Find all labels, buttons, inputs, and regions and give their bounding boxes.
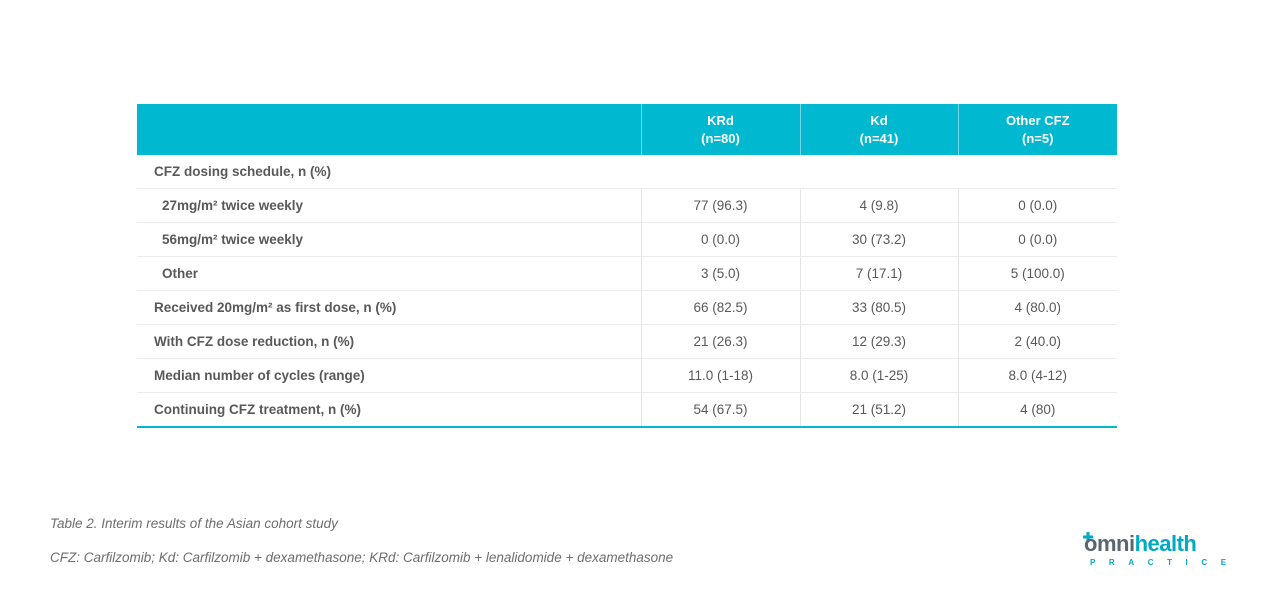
table-caption: Table 2. Interim results of the Asian cohort study bbox=[50, 516, 338, 531]
header-other-cfz: Other CFZ (n=5) bbox=[958, 104, 1117, 155]
results-table bbox=[137, 104, 1117, 428]
table-row bbox=[137, 189, 1117, 223]
row-label: CFZ dosing schedule, n (%) bbox=[137, 155, 641, 189]
cell-krd: 3 (5.0) bbox=[641, 257, 800, 291]
cell-kd: 4 (9.8) bbox=[800, 189, 958, 223]
table-row bbox=[137, 155, 1117, 189]
row-label: With CFZ dose reduction, n (%) bbox=[137, 325, 641, 359]
header-krd: KRd (n=80) bbox=[641, 104, 800, 155]
table-footnote: CFZ: Carfilzomib; Kd: Carfilzomib + dexamethasone; KRd: Carfilzomib + lenalidomide + dexamethasone bbox=[50, 550, 674, 565]
cell-kd: 8.0 (1-25) bbox=[800, 359, 958, 393]
cell-other: 8.0 (4-12) bbox=[958, 359, 1117, 393]
cell-kd: 30 (73.2) bbox=[800, 223, 958, 257]
cell-krd: 54 (67.5) bbox=[641, 393, 800, 428]
row-label: 56mg/m² twice weekly bbox=[137, 223, 641, 257]
cell-other: 0 (0.0) bbox=[958, 189, 1117, 223]
cell-krd: 66 (82.5) bbox=[641, 291, 800, 325]
cell-krd bbox=[641, 155, 800, 189]
table-header-row bbox=[137, 104, 1117, 155]
table-row bbox=[137, 393, 1117, 428]
cell-kd: 7 (17.1) bbox=[800, 257, 958, 291]
cell-kd bbox=[800, 155, 958, 189]
cell-kd: 12 (29.3) bbox=[800, 325, 958, 359]
row-label: 27mg/m² twice weekly bbox=[137, 189, 641, 223]
row-label: Received 20mg/m² as first dose, n (%) bbox=[137, 291, 641, 325]
cell-krd: 77 (96.3) bbox=[641, 189, 800, 223]
cell-other: 0 (0.0) bbox=[958, 223, 1117, 257]
results-table-container bbox=[137, 104, 1117, 428]
cell-kd: 21 (51.2) bbox=[800, 393, 958, 428]
cell-other bbox=[958, 155, 1117, 189]
row-label: Continuing CFZ treatment, n (%) bbox=[137, 393, 641, 428]
cell-kd: 33 (80.5) bbox=[800, 291, 958, 325]
cell-other: 4 (80.0) bbox=[958, 291, 1117, 325]
table-row bbox=[137, 325, 1117, 359]
logo-tagline: PRACTICE bbox=[1090, 558, 1240, 567]
header-label-column bbox=[137, 104, 641, 155]
row-label: Median number of cycles (range) bbox=[137, 359, 641, 393]
omnihealth-logo bbox=[1084, 531, 1240, 568]
logo-wordmark: omnihealth bbox=[1084, 531, 1197, 556]
cell-other: 2 (40.0) bbox=[958, 325, 1117, 359]
table-row bbox=[137, 359, 1117, 393]
row-label: Other bbox=[137, 257, 641, 291]
cell-other: 5 (100.0) bbox=[958, 257, 1117, 291]
table-row bbox=[137, 223, 1117, 257]
header-kd: Kd (n=41) bbox=[800, 104, 958, 155]
cell-krd: 0 (0.0) bbox=[641, 223, 800, 257]
cell-krd: 21 (26.3) bbox=[641, 325, 800, 359]
table-row bbox=[137, 291, 1117, 325]
cell-krd: 11.0 (1-18) bbox=[641, 359, 800, 393]
table-row bbox=[137, 257, 1117, 291]
cell-other: 4 (80) bbox=[958, 393, 1117, 428]
